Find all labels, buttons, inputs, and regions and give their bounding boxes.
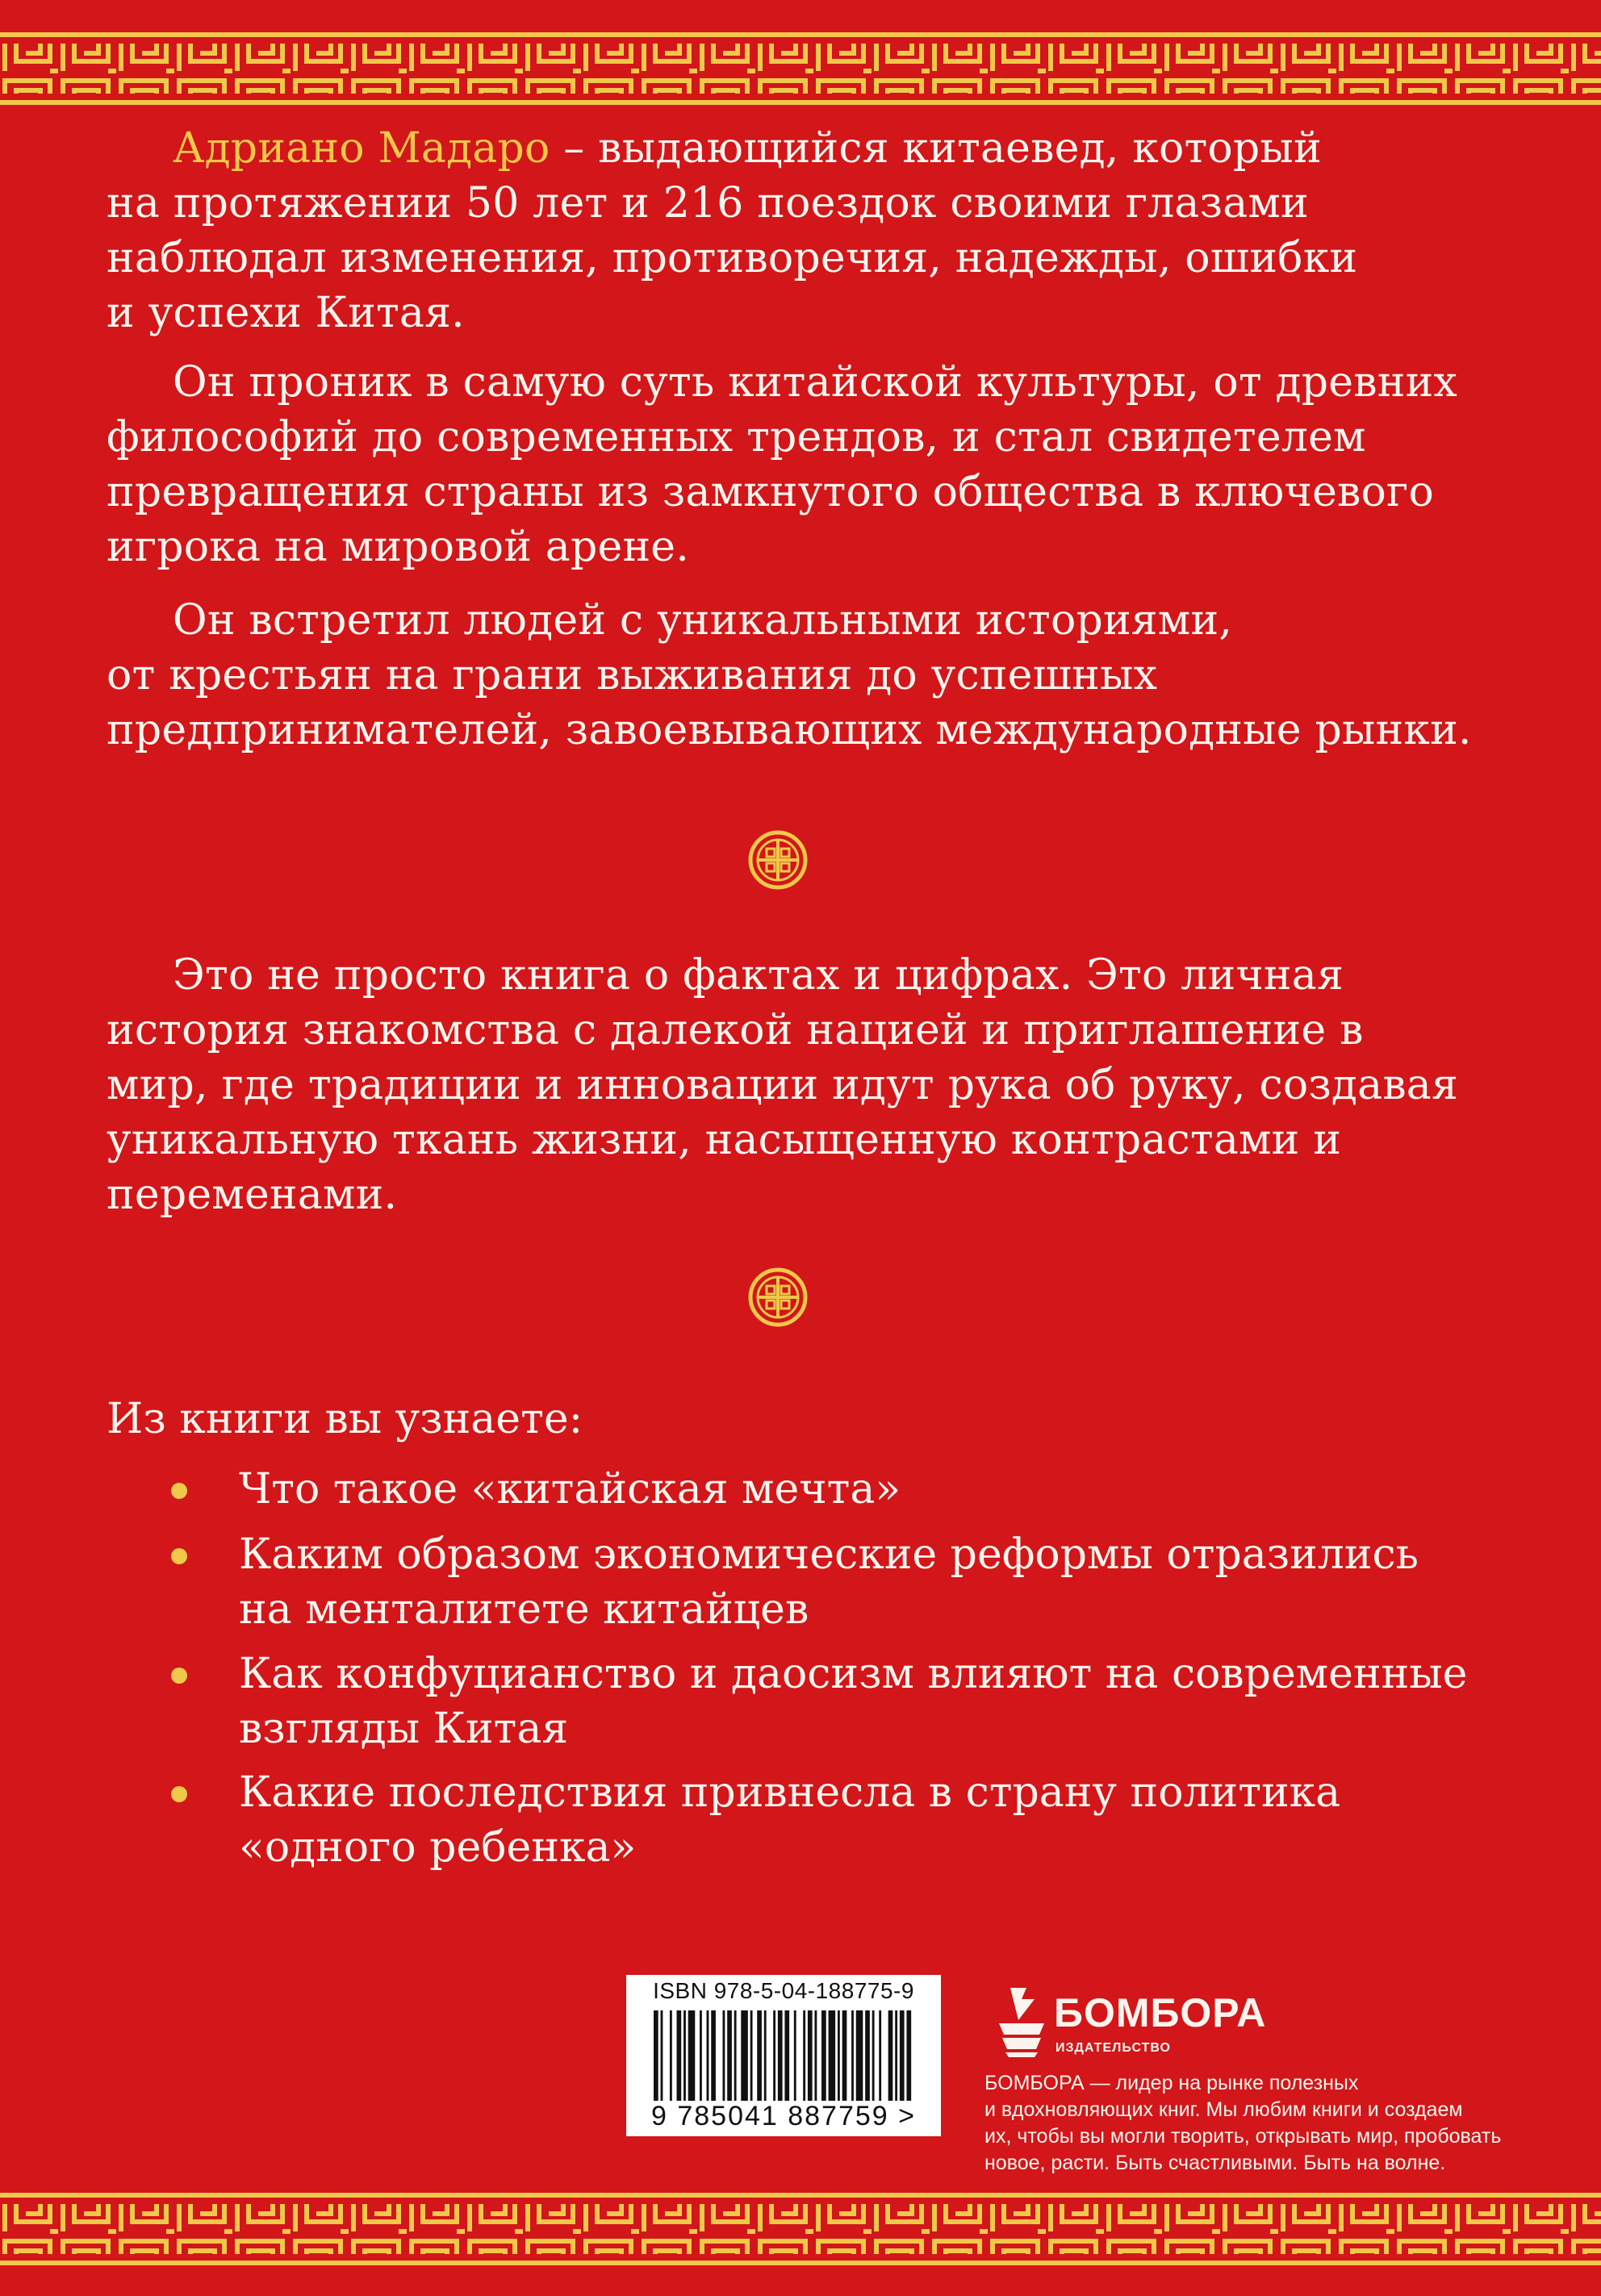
bullet-dot-icon [171, 1483, 187, 1499]
bullet-dot-icon [171, 1786, 187, 1802]
isbn-label: ISBN 978-5-04-188775-9 [653, 1978, 914, 2003]
list-item-line: Что такое «китайская мечта» [239, 1465, 901, 1513]
list-item-line: Каким образом экономические реформы отразились [239, 1530, 1419, 1579]
paragraph-line-rest: – выдающийся китаевед, который [550, 124, 1322, 173]
isbn-barcode [626, 1975, 941, 2136]
paragraph-line: переменами. [107, 1171, 398, 1219]
paragraph-line: уникальную ткань жизни, насыщенную контрастами и [107, 1116, 1342, 1164]
paragraph-line: наблюдал изменения, противоречия, надежды, ошибки [107, 234, 1358, 282]
paragraph-line [107, 121, 1494, 176]
paragraph-line: философий до современных трендов, и стал свидетелем [107, 413, 1366, 461]
tagline-line: новое, расти. Быть счастливыми. Быть на волне. [984, 2152, 1446, 2174]
barcode-digits: 9 785041 887759 > [650, 2101, 916, 2131]
author-name: Адриано Мадаро [173, 124, 550, 173]
paragraph-author-intro [107, 121, 1494, 340]
chinese-knot-ornament-icon [746, 828, 810, 892]
paragraph-line: Это не просто книга о фактах и цифрах. Это личная [173, 951, 1344, 1000]
learn-intro: Из книги вы узнаете: [107, 1395, 583, 1443]
list-item-line: «одного ребенка» [239, 1823, 637, 1872]
bullet-dot-icon [171, 1548, 187, 1564]
paragraph-line: Он встретил людей с уникальными историями, [173, 596, 1233, 645]
paragraph-line: игрока на мировой арене. [107, 523, 690, 571]
publisher-tagline [984, 2070, 1501, 2177]
paragraph-line: история знакомства с далекой нацией и приглашение в [107, 1006, 1364, 1054]
bottom-greek-key-border [0, 2186, 1601, 2272]
publisher-subtitle: ИЗДАТЕЛЬСТВО [1055, 2041, 1171, 2055]
paragraph-people [107, 593, 1494, 758]
bullet-dot-icon [171, 1668, 187, 1684]
paragraph-line: превращения страны из замкнутого общества в ключевого [107, 468, 1434, 516]
paragraph-line: на протяжении 50 лет и 216 поездок своими глазами [107, 179, 1309, 228]
chinese-knot-ornament-icon [746, 1265, 810, 1330]
paragraph-line: предпринимателей, завоевывающих международные рынки. [107, 706, 1472, 754]
list-item-line: на менталитете китайцев [239, 1585, 809, 1634]
top-greek-key-border [0, 26, 1601, 111]
list-item-line: Как конфуцианство и даосизм влияют на современные [239, 1650, 1468, 1698]
paragraph-culture [107, 355, 1494, 574]
paragraph-line: от крестьян на грани выживания до успешных [107, 651, 1158, 699]
publisher-name: БОМБОРА [1054, 1990, 1267, 2035]
list-item-line: взгляды Китая [239, 1705, 569, 1753]
paragraph-line: и успехи Китая. [107, 289, 465, 337]
paragraph-book-description [107, 948, 1494, 1222]
bombora-logo-icon [994, 1985, 1049, 2057]
list-item-line: Какие последствия привнесла в страну политика [239, 1768, 1341, 1817]
paragraph-line: Он проник в самую суть китайской культуры, от древних [173, 358, 1457, 407]
tagline-line: БОМБОРА — лидер на рынке полезных [984, 2072, 1359, 2094]
barcode-bars [654, 2010, 913, 2101]
paragraph-line: мир, где традиции и инновации идут рука об руку, создавая [107, 1061, 1459, 1109]
tagline-line: и вдохновляющих книг. Мы любим книги и создаем [984, 2098, 1463, 2121]
tagline-line: их, чтобы вы могли творить, открывать мир, пробовать [984, 2125, 1502, 2148]
